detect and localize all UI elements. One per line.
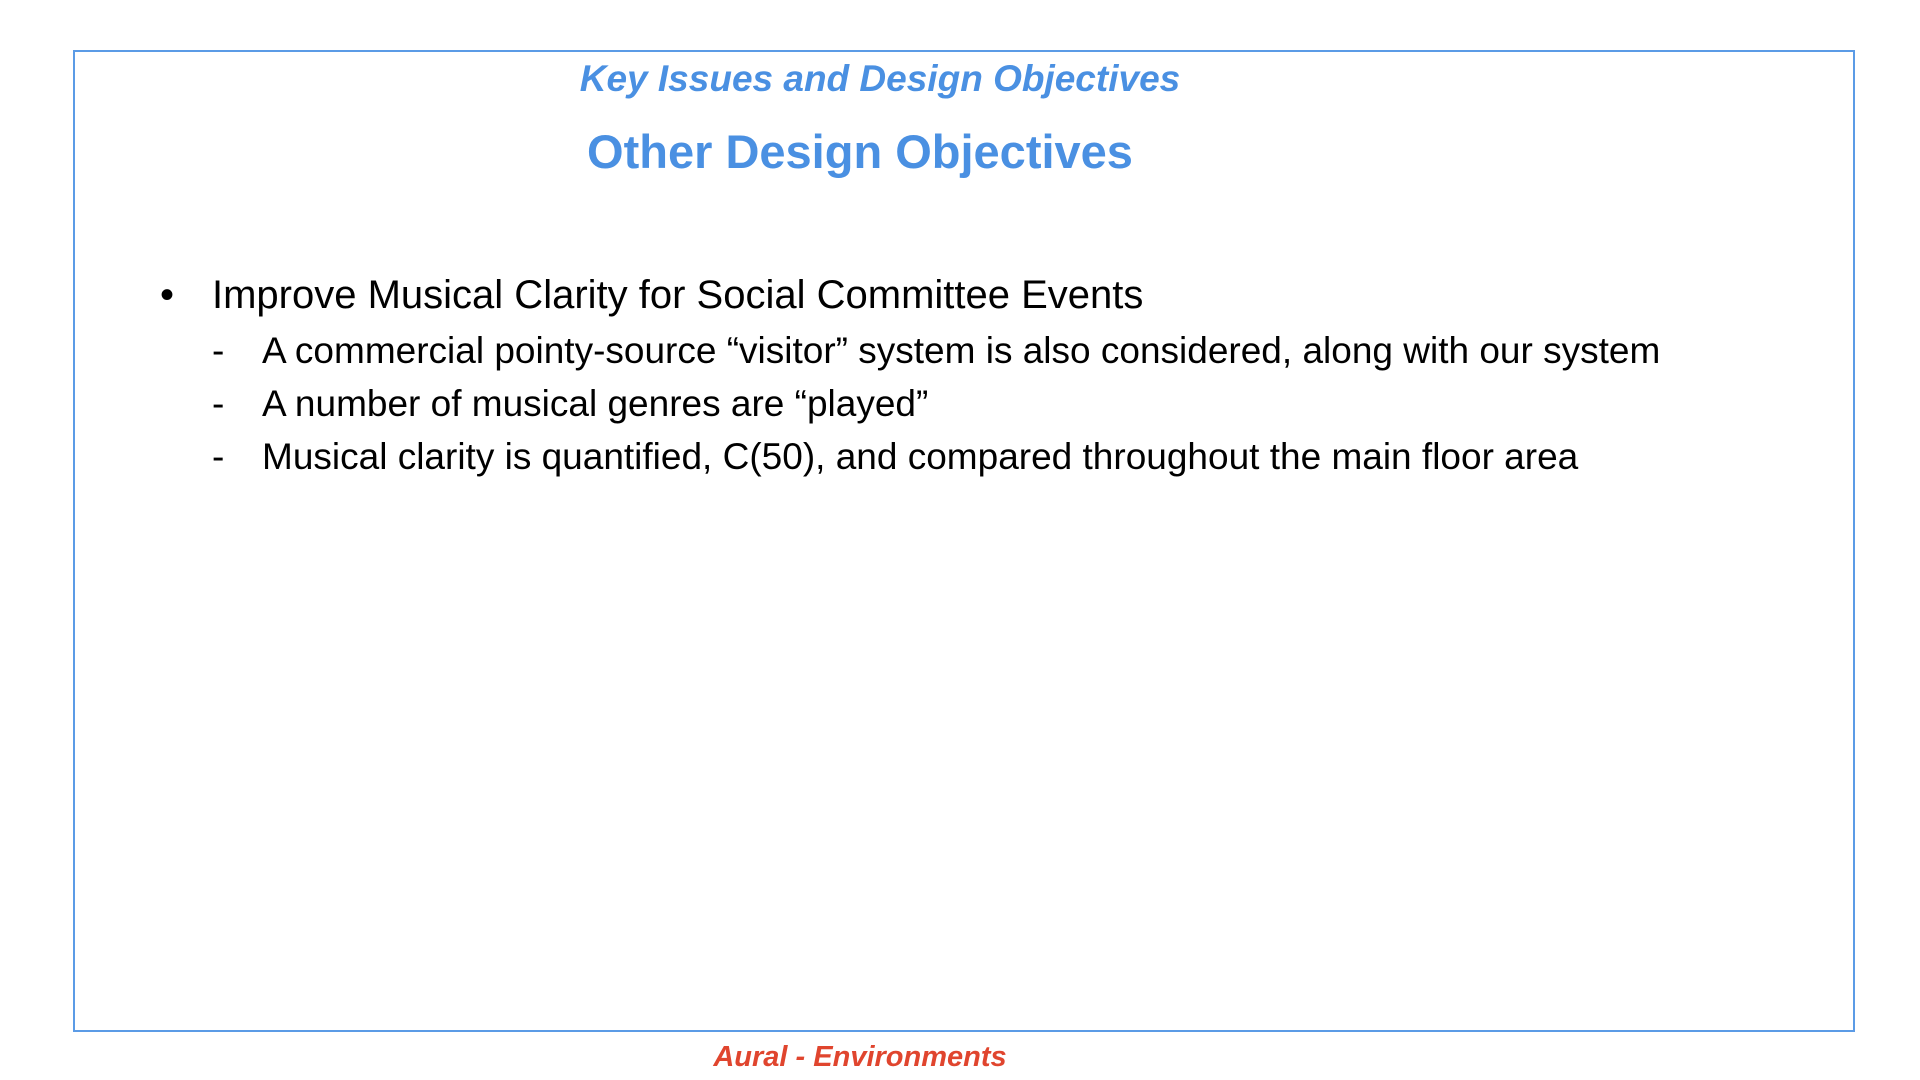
slide-frame xyxy=(73,50,1855,1032)
bullet-marker: • xyxy=(160,273,175,317)
bullet-item xyxy=(160,268,1660,483)
dash-marker: - xyxy=(212,436,225,477)
section-kicker: Key Issues and Design Objectives xyxy=(579,58,1181,99)
dash-marker: - xyxy=(212,383,225,424)
bullet-list xyxy=(160,268,1660,483)
bullet-text: Improve Musical Clarity for Social Committee Events xyxy=(212,273,1144,317)
footer-label: Aural - Environments xyxy=(713,1041,1007,1073)
sub-bullet-text: Musical clarity is quantified, C(50), and compared throughout the main floor area xyxy=(262,436,1579,477)
sub-bullet-item xyxy=(212,377,1660,430)
sub-bullet-list xyxy=(160,324,1660,483)
dash-marker: - xyxy=(212,330,225,371)
slide-title: Other Design Objectives xyxy=(587,125,1133,178)
sub-bullet-text: A commercial pointy-source “visitor” system is also considered, along with our system xyxy=(262,330,1661,371)
sub-bullet-text: A number of musical genres are “played” xyxy=(262,383,929,424)
sub-bullet-item xyxy=(212,430,1660,483)
sub-bullet-item xyxy=(212,324,1660,377)
